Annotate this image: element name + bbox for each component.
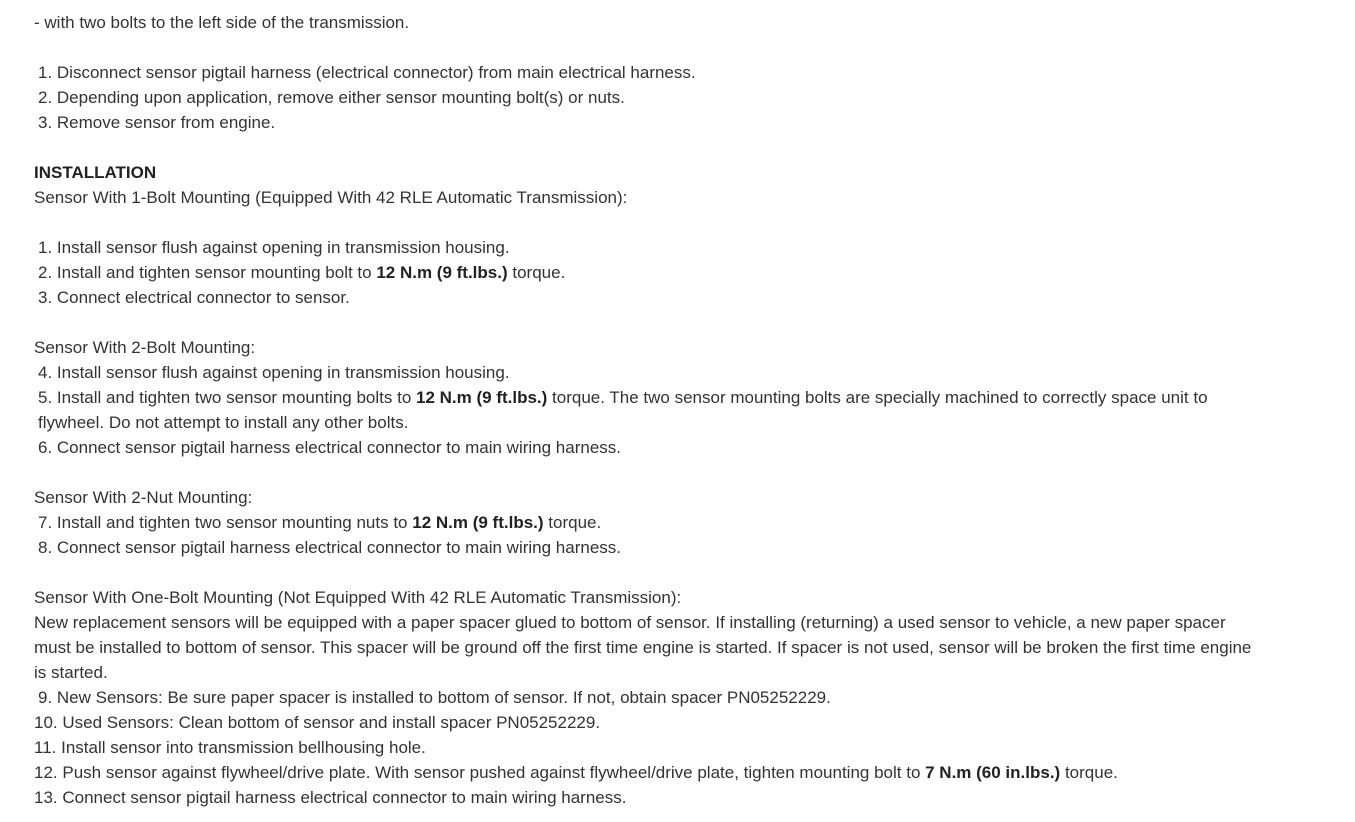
removal-step-1: 1. Disconnect sensor pigtail harness (electrical connector) from main electrical harness. (38, 63, 696, 82)
two-bolt-mounting-title: Sensor With 2-Bolt Mounting: (34, 338, 256, 357)
one-bolt-mounting-title: Sensor With 1-Bolt Mounting (Equipped With 42 RLE Automatic Transmission): (34, 188, 628, 207)
install-step-9: 9. New Sensors: Be sure paper spacer is installed to bottom of sensor. If not, obtain spacer PN05252229. (38, 688, 831, 707)
two-nut-mounting-title: Sensor With 2-Nut Mounting: (34, 488, 253, 507)
install-step-10: 10. Used Sensors: Clean bottom of sensor and install spacer PN05252229. (34, 713, 601, 732)
spacer (34, 310, 1264, 335)
spacer (34, 135, 1264, 160)
install-step-13: 13. Connect sensor pigtail harness electrical connector to main wiring harness. (34, 788, 627, 807)
spacer (34, 460, 1264, 485)
install-step-1: 1. Install sensor flush against opening in transmission housing. (38, 238, 510, 257)
step-text: torque. (507, 263, 566, 282)
removal-step-2: 2. Depending upon application, remove either sensor mounting bolt(s) or nuts. (38, 88, 625, 107)
torque-spec: 12 N.m (9 ft.lbs.) (376, 263, 508, 282)
removal-step-3: 3. Remove sensor from engine. (38, 113, 276, 132)
intro-line: - with two bolts to the left side of the transmission. (34, 13, 410, 32)
step-text: torque. The two sensor mounting bolts are specially machined to correctly space unit to flywheel. Do not attempt to install any other bolts. (38, 388, 1208, 432)
install-step-11: 11. Install sensor into transmission bellhousing hole. (34, 738, 426, 757)
installation-heading: INSTALLATION (34, 163, 157, 182)
install-step-3: 3. Connect electrical connector to sensor. (38, 288, 350, 307)
install-step-2 (34, 260, 1264, 285)
step-text: torque. (543, 513, 602, 532)
step-text: torque. (1060, 763, 1118, 782)
step-text: 5. Install and tighten two sensor mounting bolts to (38, 388, 417, 407)
install-step-4: 4. Install sensor flush against opening in transmission housing. (38, 363, 510, 382)
torque-spec: 12 N.m (9 ft.lbs.) (412, 513, 544, 532)
spacer (34, 35, 1264, 60)
torque-spec: 12 N.m (9 ft.lbs.) (416, 388, 548, 407)
step-text: 2. Install and tighten sensor mounting bolt to (38, 263, 377, 282)
install-step-8: 8. Connect sensor pigtail harness electrical connector to main wiring harness. (38, 538, 622, 557)
step-text: 12. Push sensor against flywheel/drive plate. With sensor pushed against flywheel/drive plate, tighten mounting bolt to (34, 763, 926, 782)
install-step-5 (34, 385, 1264, 435)
spacer (34, 210, 1264, 235)
step-text: 7. Install and tighten two sensor mounting nuts to (38, 513, 413, 532)
install-step-6: 6. Connect sensor pigtail harness electrical connector to main wiring harness. (38, 438, 622, 457)
install-step-12 (34, 760, 1264, 785)
spacer-paragraph: New replacement sensors will be equipped with a paper spacer glued to bottom of sensor. If installing (returning) a used sensor to vehicle, a new paper spacer must be installed to bottom of sensor. This spacer will be ground off the first time engine is started. If spacer is not used, sensor will be broken the first time engine is started. (34, 613, 1252, 682)
install-step-7 (34, 510, 1264, 535)
one-bolt-not-equipped-title: Sensor With One-Bolt Mounting (Not Equipped With 42 RLE Automatic Transmission): (34, 588, 682, 607)
spacer (34, 560, 1264, 585)
torque-spec: 7 N.m (60 in.lbs.) (925, 763, 1061, 782)
